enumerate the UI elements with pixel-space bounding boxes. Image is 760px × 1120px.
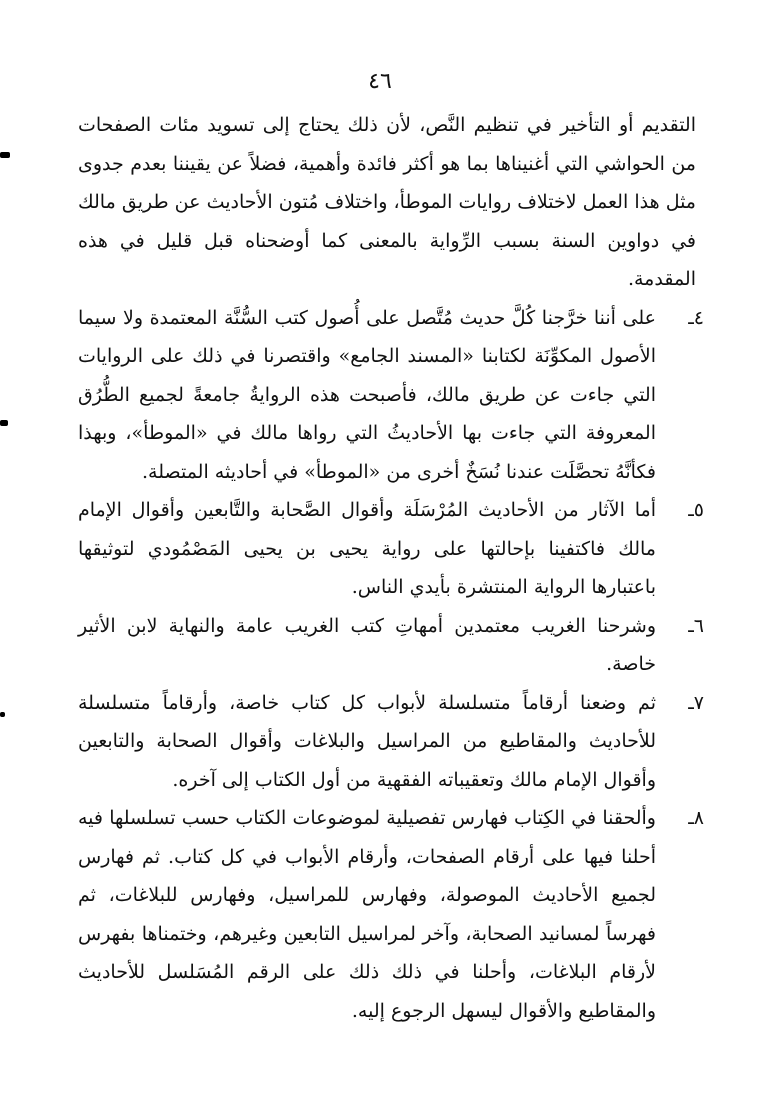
list-item	[78, 607, 704, 684]
list-item	[78, 491, 704, 607]
item-text: وشرحنا الغريب معتمدين أمهاتِ كتب الغريب عامة والنهاية لابن الأثير خاصة.	[78, 614, 656, 675]
item-number: ٧ـ	[688, 691, 704, 714]
list-item	[78, 299, 704, 492]
page-body	[78, 106, 704, 1030]
item-number: ٤ـ	[688, 306, 704, 329]
page-number: ٤٦	[368, 69, 392, 94]
item-number: ٦ـ	[688, 614, 704, 637]
scan-mark-icon	[0, 152, 10, 158]
item-text: على أننا خرَّجنا كُلَّ حديث مُتَّصل على أُصول كتب السُّنَّة المعتمدة ولا سيما الأصول المكوِّنَة لكتابنا «المسند الجامع» واقتصرنا في ذلك على الروايات التي جاءت عن طريق مالك، فأصبحت هذه الروايةُ جامعةً لجميع الطُّرُق المعروفة التي جاءت بها الأحاديثُ التي رواها مالك في «الموطأ»، وبهذا فكأنَّهُ تحصَّلَت عندنا نُسَخٌ أخرى من «الموطأ» في أحاديثه المتصلة.	[78, 306, 656, 483]
item-text: أما الآثار من الأحاديث المُرْسَلَة وأقوال الصَّحابة والتَّابعين وأقوال الإمام مالك فاكتفينا بإحالتها على رواية يحيى بن يحيى المَصْمُودي لتوثيقها باعتبارها الرواية المنتشرة بأيدي الناس.	[78, 499, 656, 598]
intro-paragraph: التقديم أو التأخير في تنظيم النَّص، لأن ذلك يحتاج إلى تسويد مئات الصفحات من الحواشي التي أغنيناها بما هو أكثر فائدة وأهمية، فضلاً عن يقيننا بعدم جدوى مثل هذا العمل لاختلاف روايات الموطأ، واختلاف مُتون الأحاديث عن طريق مالك في دواوين السنة بسبب الرِّواية بالمعنى كما أوضحناه قبل قليل في هذه المقدمة.	[78, 114, 696, 290]
item-text: وألحقنا في الكِتاب فهارس تفصيلية لموضوعات الكتاب حسب تسلسلها فيه أحلنا فيها على أرقام الصفحات، وأرقام الأبواب في كل كتاب. ثم فهارس لجميع الأحاديث الموصولة، وفهارس للمراسيل، وفهارس للبلاغات، ثم فهرساً لمسانيد الصحابة، وآخر لمراسيل التابعين وغيرهم، وختمناها بفهرس لأرقام البلاغات، وأحلنا في ذلك ذلك على الرقم المُسَلسل للأحاديث والمقاطيع والأقوال ليسهل الرجوع إليه.	[78, 807, 656, 1022]
list-item	[78, 799, 704, 1030]
item-number: ٥ـ	[688, 499, 704, 521]
item-text: ثم وضعنا أرقاماً متسلسلة لأبواب كل كتاب خاصة، وأرقاماً متسلسلة للأحاديث والمقاطيع من المراسيل والبلاغات وأقوال الصحابة والتابعين وأقوال الإمام مالك وتعقيباته الفقهية من أول الكتاب إلى آخره.	[78, 691, 656, 791]
item-number: ٨ـ	[688, 807, 704, 829]
scan-mark-icon	[0, 712, 5, 717]
scan-mark-icon	[0, 420, 8, 426]
list-item	[78, 684, 704, 800]
